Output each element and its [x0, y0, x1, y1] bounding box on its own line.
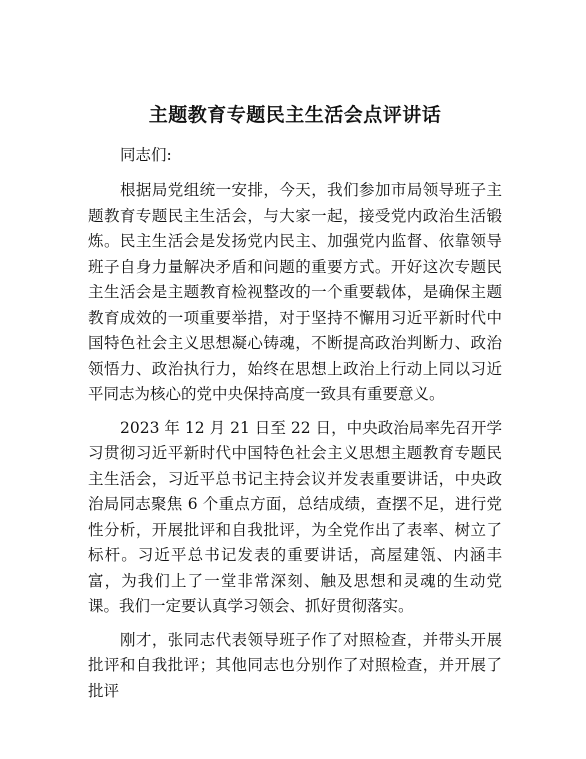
- document-title: 主题教育专题民主生活会点评讲话: [148, 104, 442, 126]
- document-body: [88, 101, 502, 712]
- salutation: 同志们:: [120, 146, 172, 164]
- paragraph-2: 2023 年 12 月 21 日至 22 日，中央政治局率先召开学习贯彻习近平新时代中国特色社会主义思想主题教育专题民主生活会，习近平总书记主持会议并发表重要讲话，中央政治局同志聚焦 6 个重点方面，总结成绩，查摆不足，进行党性分析，开展批评和自我批评，为全党作出了表率、树立了标杆。习近平总书记发表的重要讲话，高屋建瓴、内涵丰富，为我们上了一堂非常深刻、触及思想和灵魂的生动党课。我们一定要认真学习领会、抓好贯彻落实。: [88, 418, 502, 615]
- paragraph-3: 刚才，张同志代表领导班子作了对照检查，并带头开展批评和自我批评；其他同志也分别作了对照检查，并开展了批评: [88, 630, 502, 700]
- paragraph-1: 根据局党组统一安排，今天，我们参加市局领导班子主题教育专题民主生活会，与大家一起，接受党内政治生活锻炼。民主生活会是发扬党内民主、加强党内监督、依靠领导班子自身力量解决矛盾和问题的重要方式。开好这次专题民主生活会是主题教育检视整改的一个重要载体，是确保主题教育成效的一项重要举措，对于坚持不懈用习近平新时代中国特色社会主义思想凝心铸魂，不断提高政治判断力、政治领悟力、政治执行力，始终在思想上政治上行动上同以习近平同志为核心的党中央保持高度一致具有重要意义。: [88, 181, 502, 403]
